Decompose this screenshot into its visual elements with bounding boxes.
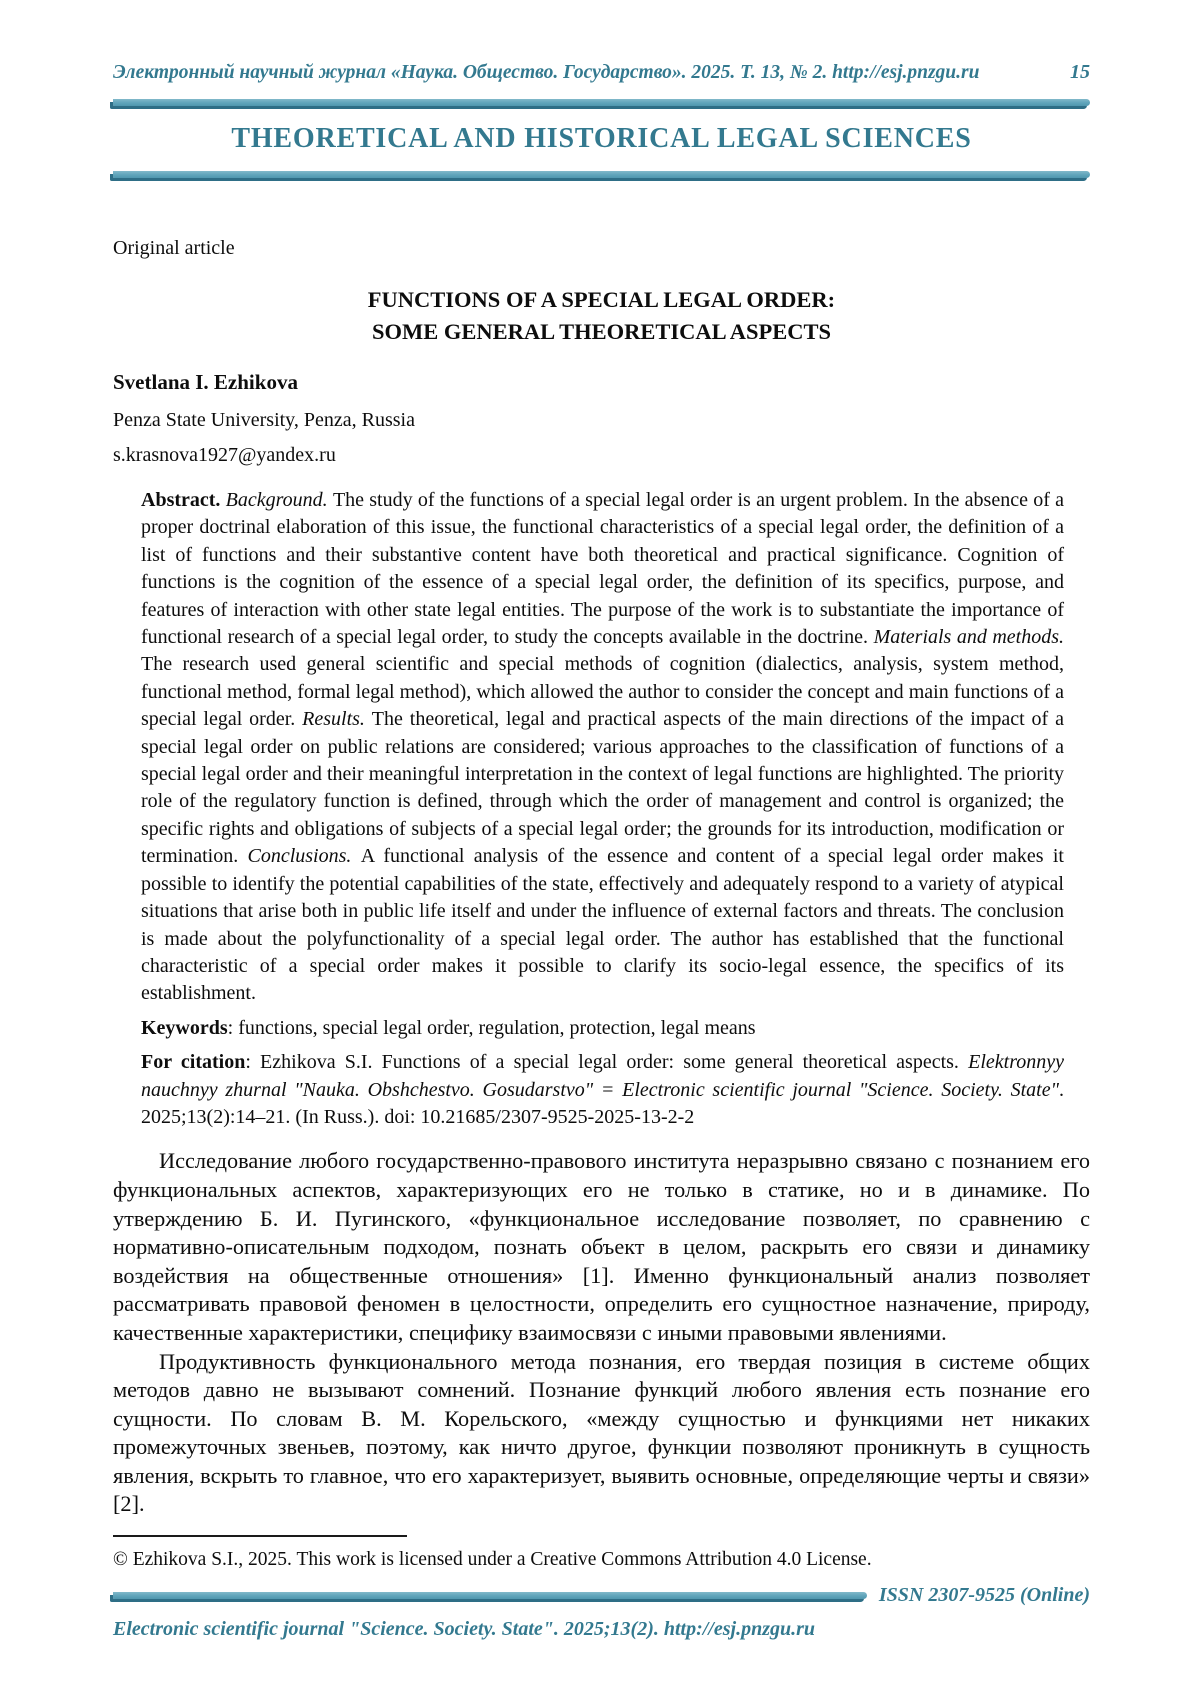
abstract-paragraph: Abstract. Background. The study of the functions of a special legal order is an urgent problem. In the absence of a proper doctrinal elaboration of this issue, the functional characteristics of a special legal order, the definition of a list of functions and their substantive content have both theoretical and practical significance. Cognition of functions is the cognition of the essence of a special legal order, the definition of its specifics, purpose, and features of interaction with other state legal entities. The purpose of the work is to substantiate the importance of functional research of a special legal order, to study the concepts available in the doctrine. Materials and methods. The research used general scientific and special methods of cognition (dialectics, analysis, system method, functional method, formal legal method), which allowed the author to consider the concept and main functions of a special legal order. Results. The theoretical, legal and practical aspects of the main directions of the impact of a special legal order on public relations are considered; various approaches to the classification of functions of a special legal order and their meaningful interpretation in the context of legal functions are highlighted. The priority role of the regulatory function is defined, through which the order of management and control is organized; the specific rights and obligations of subjects of a special legal order; the grounds for its introduction, modification or termination. Conclusions. A functional analysis of the essence and content of a special legal order makes it possible to identify the potential capabilities of the state, effectively and adequately respond to a variety of atypical situations that arise both in public life itself and under the influence of external factors and threats. The conclusion is made about the polyfunctionality of a special legal order. The author has established that the functional characteristic of a special order makes it possible to clarify its socio-legal essence, the specifics of its establishment.	[141, 489, 1064, 1005]
article-title-line-1: FUNCTIONS OF A SPECIAL LEGAL ORDER:	[367, 287, 836, 312]
footer-rule	[113, 1592, 867, 1599]
author-email: s.krasnova1927@yandex.ru	[113, 444, 336, 466]
copyright-line: © Ezhikova S.I., 2025. This work is licensed under a Creative Commons Attribution 4.0 License.	[113, 1549, 872, 1570]
article-title	[113, 284, 1090, 348]
citation-paragraph: For citation: Ezhikova S.I. Functions of a special legal order: some general theoretical aspects. Elektronnyy nauchnyy zhurnal "Nauka. Obshchestvo. Gosudarstvo" = Electronic scientific journal "Science. Society. State". 2025;13(2):14–21. (In Russ.). doi: 10.21685/2307-9525-2025-13-2-2	[141, 1051, 1064, 1128]
footnote-area	[113, 1535, 1090, 1571]
footnote-separator	[113, 1535, 407, 1537]
article-type-label: Original article	[113, 237, 235, 259]
abstract-block	[141, 487, 1064, 1131]
body-paragraph-1: Исследование любого государственно-правового института неразрывно связано с познанием его функциональных аспектов, характеризующих его не только в статике, но и в динамике. По утверждению Б. И. Пугинского, «функциональное исследование позволяет, по сравнению с нормативно-описательным подходом, познать объект в целом, раскрыть его связи и динамику воздействия на общественные отношения» [1]. Именно функциональный анализ позволяет рассматривать правовой феномен в целостности, определить его сущностное назначение, природу, качественные характеристики, специфику взаимосвязи с иными правовыми явлениями.	[113, 1148, 1090, 1345]
issn-label: ISSN 2307-9525 (Online)	[878, 1584, 1090, 1606]
section-rule	[113, 171, 1090, 178]
author-name: Svetlana I. Ezhikova	[113, 370, 298, 394]
header-rule	[113, 99, 1090, 106]
body-paragraph-2: Продуктивность функционального метода познания, его твердая позиция в системе общих методов давно не вызывают сомнений. Познание функций любого явления есть познание его сущности. По словам В. М. Корельского, «между сущностью и функциями нет никаких промежуточных звеньев, поэтому, как ничто другое, функции позволяют проникнуть в сущность явления, вскрыть то главное, что его характеризует, выявить основные, определяющие черты и связи» [2].	[113, 1348, 1090, 1517]
article-title-line-2: SOME GENERAL THEORETICAL ASPECTS	[371, 319, 832, 344]
footer-journal-line: Electronic scientific journal "Science. Society. State". 2025;13(2). http://esj.pnzgu.ru	[113, 1618, 816, 1640]
page-header	[113, 60, 1090, 85]
section-title: THEORETICAL AND HISTORICAL LEGAL SCIENCES	[231, 123, 972, 154]
keywords-paragraph: Keywords: functions, special legal order, regulation, protection, legal means	[141, 1016, 756, 1039]
journal-header-line: Электронный научный журнал «Наука. Общество. Государство». 2025. Т. 13, № 2. http://esj.pnzgu.ru	[113, 62, 980, 83]
footer-row	[113, 1584, 1090, 1607]
author-affiliation: Penza State University, Penza, Russia	[113, 409, 415, 431]
page-number: 15	[1070, 61, 1090, 83]
